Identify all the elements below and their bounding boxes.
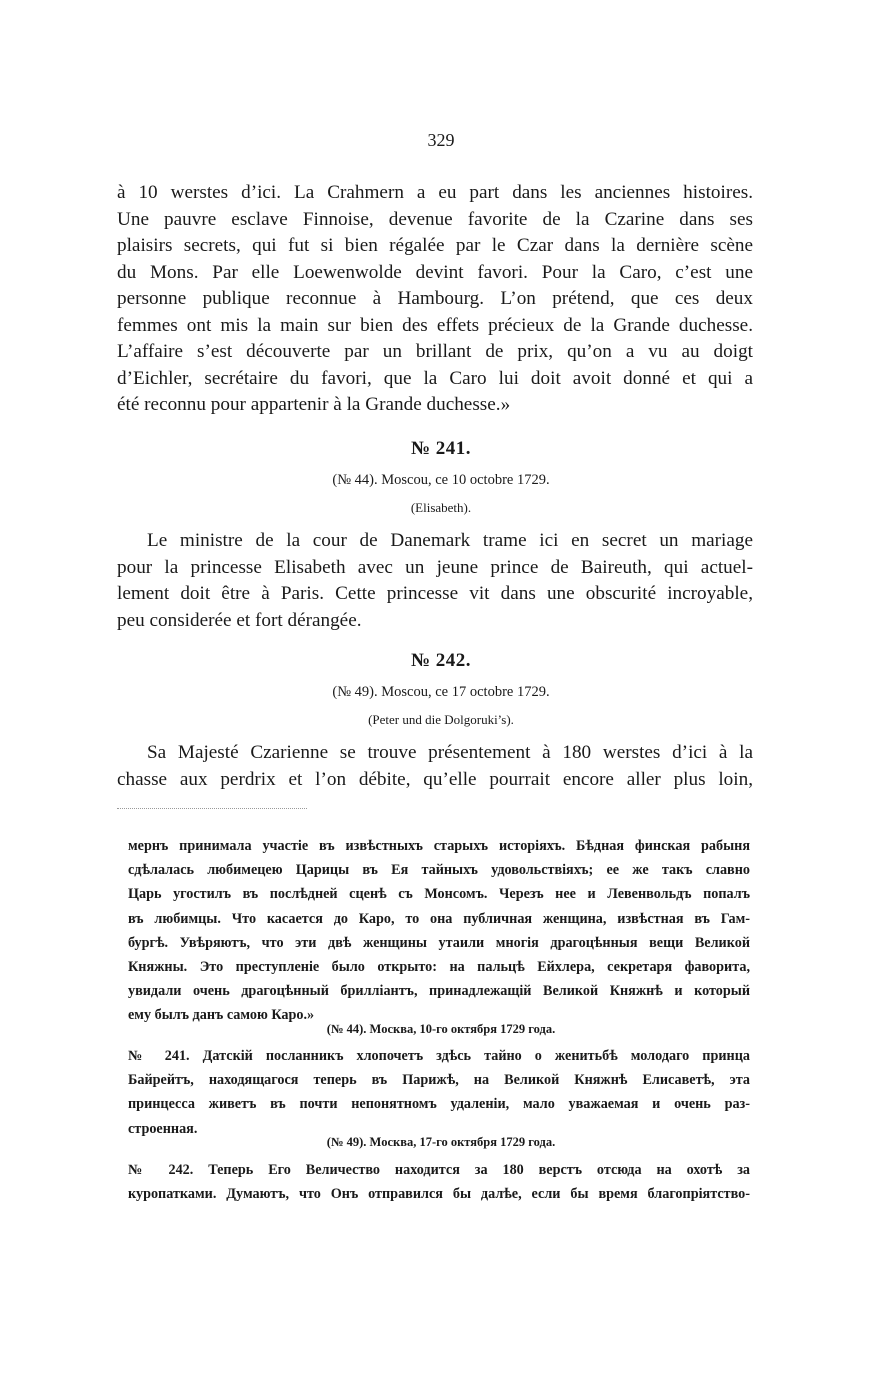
text-line: Байрейтъ, находящагося теперь въ Парижѣ, на Великой Княжнѣ Елисаветѣ, эта	[128, 1072, 750, 1089]
text-line: pour la princesse Elisabeth avec un jeune prince de Baireuth, qui actuel-	[117, 556, 753, 578]
text-line: ему былъ данъ самою Каро.»	[128, 1007, 315, 1024]
text-line: L’affaire s’est découverte par un brillant de prix, qu’on a vu au doigt	[117, 341, 753, 362]
french-intro-paragraph	[117, 180, 753, 419]
doc-242-paragraph	[117, 740, 753, 793]
text-line: femmes ont mis la main sur bien des effets précieux de la Grande duchesse.	[117, 314, 753, 336]
text-line: chasse aux perdrix et l’on débite, qu’elle pourrait encore aller plus loin,	[117, 768, 753, 790]
text-line: принцесса живетъ въ почти непонятномъ удаленіи, мало уважаемая и очень раз-	[128, 1096, 750, 1113]
text-line: peu considerée et fort dérangée.	[117, 609, 362, 631]
text-line: Le ministre de la cour de Danemark trame ici en secret un mariage	[147, 530, 753, 551]
russian-doc-241-meta: (№ 44). Москва, 10-го октября 1729 года.	[326, 1022, 556, 1036]
text-line: Княжны. Это преступленіе было открыто: на пальцѣ Ейхлера, секретаря фаворита,	[128, 959, 750, 976]
footnote-divider	[117, 808, 307, 809]
text-line: du Mons. Par elle Loewenwolde devint favori. Pour la Caro, c’est une	[117, 261, 753, 283]
text-line: Une pauvre esclave Finnoise, devenue favorite de la Czarine dans ses	[117, 208, 753, 230]
doc-242-meta: (№ 49). Moscou, ce 17 octobre 1729.	[332, 684, 550, 700]
doc-242-subject: (Peter und die Dolgoruki’s).	[368, 712, 514, 727]
text-line: въ любимцы. Что касается до Каро, то она публичная женщина, извѣстная въ Гам-	[128, 910, 750, 927]
text-line: Царь угостилъ въ послѣдней сценѣ съ Монсомъ. Черезъ нее и Левенвольдъ попалъ	[128, 886, 750, 903]
doc-242-number: № 242.	[410, 650, 472, 671]
page-number: 329	[427, 130, 455, 150]
text-line: plaisirs secrets, qui fut si bien régalée par le Czar dans la dernière scène	[117, 235, 753, 256]
text-line: сдѣлалась любимецею Царицы въ Ея тайныхъ удовольствіяхъ; ее же такъ славно	[128, 862, 750, 879]
doc-241-subject: (Elisabeth).	[410, 500, 472, 515]
text-line: été reconnu pour appartenir à la Grande duchesse.»	[117, 394, 511, 415]
text-line: Sa Majesté Czarienne se trouve présentement à 180 werstes d’ici à la	[147, 742, 753, 763]
russian-doc-241-paragraph	[128, 1044, 750, 1141]
text-line: à 10 werstes d’ici. La Crahmern a eu part dans les anciennes histoires.	[117, 182, 753, 203]
doc-241-number: № 241.	[410, 438, 472, 459]
russian-doc-242-meta: (№ 49). Москва, 17-го октября 1729 года.	[326, 1135, 556, 1149]
doc-241-paragraph	[117, 528, 753, 634]
text-line: lement doit être à Paris. Cette princesse vit dans une obscurité incroyable,	[117, 583, 753, 604]
russian-intro-paragraph	[128, 834, 750, 1028]
doc-241-meta: (№ 44). Moscou, ce 10 octobre 1729.	[332, 472, 550, 488]
text-line: № 242. Теперь Его Величество находится за 180 верстъ отсюда на охотѣ за	[128, 1162, 750, 1178]
russian-doc-242-paragraph	[128, 1158, 750, 1206]
text-line: personne publique reconnue à Hambourg. L’on prétend, que ces deux	[117, 288, 753, 309]
text-line: бургѣ. Увѣряютъ, что эти двѣ женщины утаили многія драгоцѣнныя вещи Великой	[128, 934, 750, 951]
text-line: строенная.	[128, 1120, 198, 1137]
text-line: увидали очень драгоцѣнный бриллiантъ, принадлежащій Великой Княжнѣ и который	[128, 983, 750, 1000]
text-line: d’Eichler, secrétaire du favori, que la Caro lui doit avoit donné et qui a	[117, 367, 753, 389]
text-line: № 241. Датскій посланникъ хлопочетъ здѣсь тайно о женитьбѣ молодаго принца	[128, 1048, 750, 1064]
text-line: мернъ принимала участіе въ извѣстныхъ старыхъ исторіяхъ. Бѣдная финская рабыня	[128, 838, 750, 854]
text-line: куропатками. Думаютъ, что Онъ отправился бы далѣе, если бы время благопріятство-	[128, 1186, 750, 1203]
